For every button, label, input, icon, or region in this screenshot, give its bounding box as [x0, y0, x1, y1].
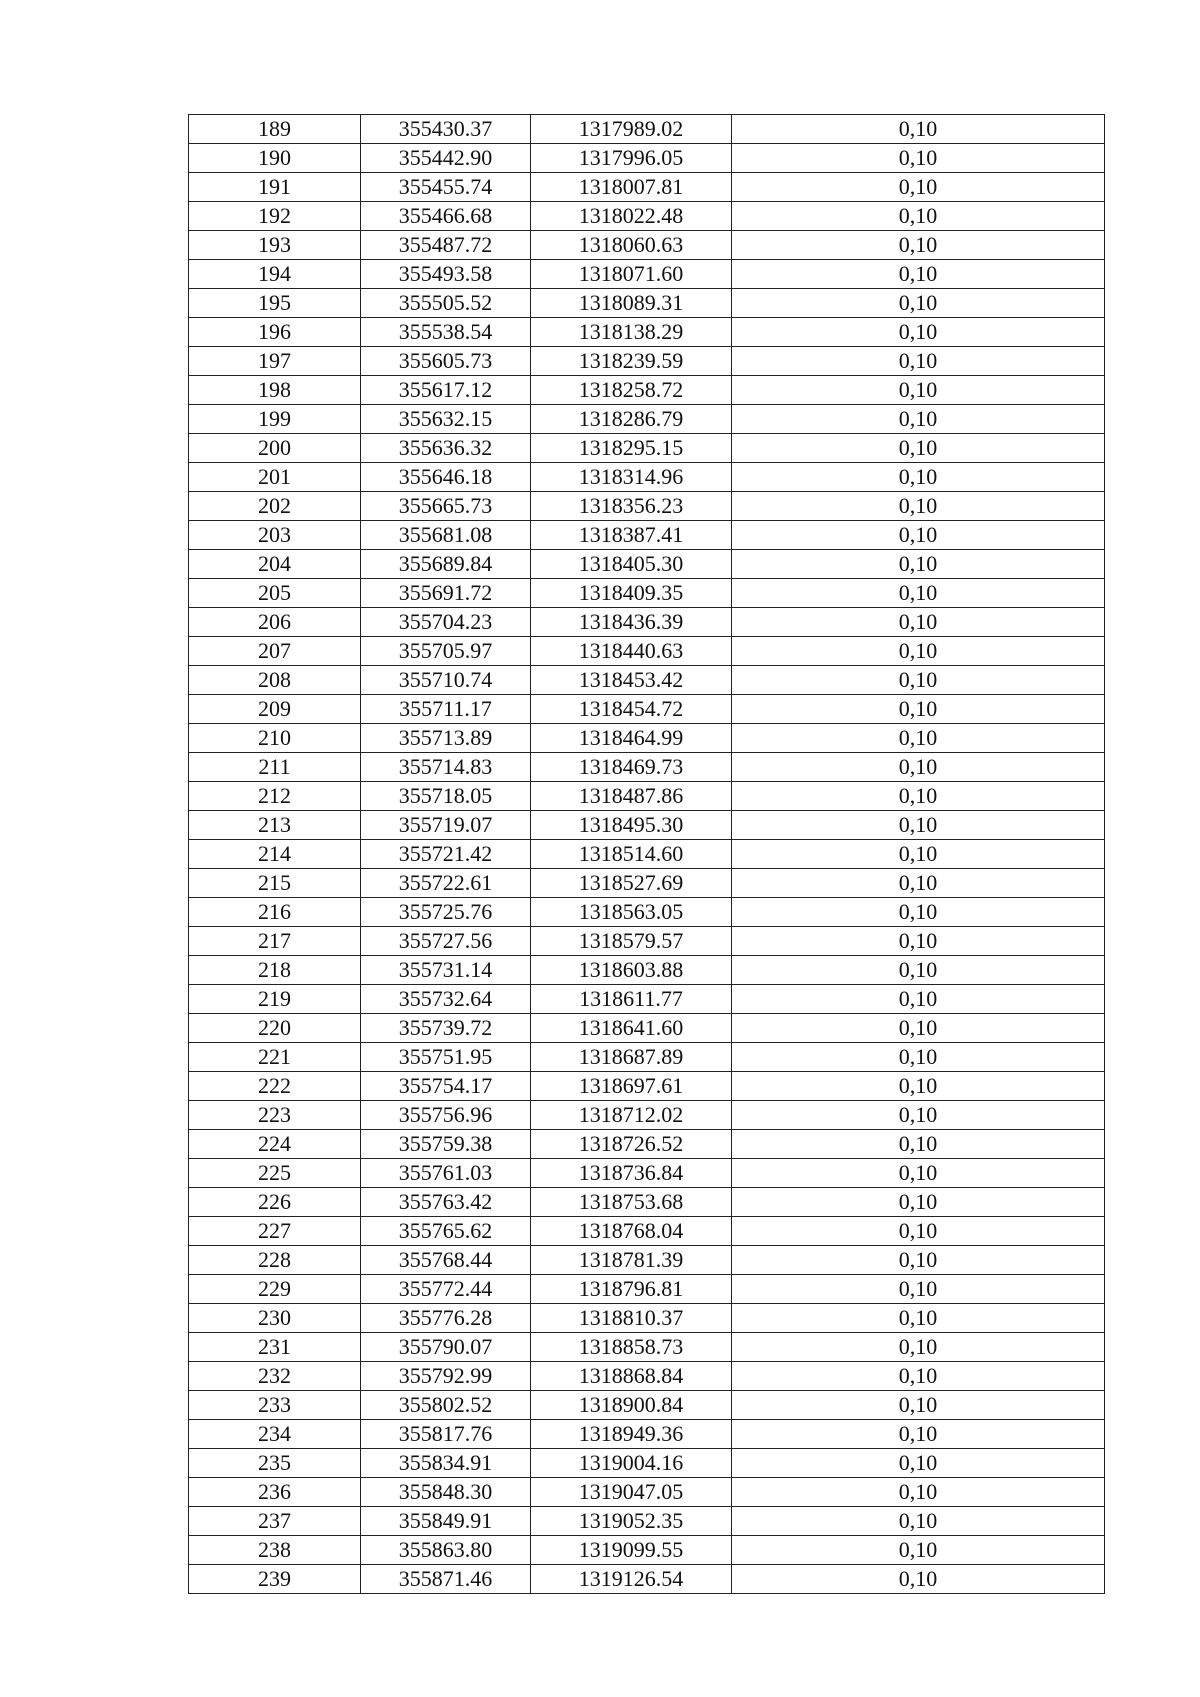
tolerance-cell: 0,10 [732, 492, 1105, 521]
point-number-cell: 216 [189, 898, 361, 927]
table-row [189, 1043, 1105, 1072]
point-number-cell: 189 [189, 115, 361, 144]
point-number-cell: 190 [189, 144, 361, 173]
tolerance-cell: 0,10 [732, 637, 1105, 666]
tolerance-cell: 0,10 [732, 318, 1105, 347]
table-row [189, 608, 1105, 637]
x-coordinate-cell: 355776.28 [361, 1304, 531, 1333]
point-number-cell: 206 [189, 608, 361, 637]
tolerance-cell: 0,10 [732, 1478, 1105, 1507]
tolerance-cell: 0,10 [732, 1159, 1105, 1188]
x-coordinate-cell: 355731.14 [361, 956, 531, 985]
point-number-cell: 236 [189, 1478, 361, 1507]
x-coordinate-cell: 355802.52 [361, 1391, 531, 1420]
y-coordinate-cell: 1318687.89 [531, 1043, 732, 1072]
x-coordinate-cell: 355493.58 [361, 260, 531, 289]
y-coordinate-cell: 1318239.59 [531, 347, 732, 376]
table-row [189, 492, 1105, 521]
tolerance-cell: 0,10 [732, 1536, 1105, 1565]
x-coordinate-cell: 355751.95 [361, 1043, 531, 1072]
table-row [189, 550, 1105, 579]
point-number-cell: 231 [189, 1333, 361, 1362]
x-coordinate-cell: 355739.72 [361, 1014, 531, 1043]
y-coordinate-cell: 1318286.79 [531, 405, 732, 434]
y-coordinate-cell: 1319126.54 [531, 1565, 732, 1594]
table-row [189, 1101, 1105, 1130]
tolerance-cell: 0,10 [732, 1130, 1105, 1159]
point-number-cell: 191 [189, 173, 361, 202]
y-coordinate-cell: 1318138.29 [531, 318, 732, 347]
table-row [189, 956, 1105, 985]
point-number-cell: 226 [189, 1188, 361, 1217]
tolerance-cell: 0,10 [732, 405, 1105, 434]
table-row [189, 1565, 1105, 1594]
table-row [189, 695, 1105, 724]
x-coordinate-cell: 355646.18 [361, 463, 531, 492]
x-coordinate-cell: 355732.64 [361, 985, 531, 1014]
x-coordinate-cell: 355759.38 [361, 1130, 531, 1159]
point-number-cell: 233 [189, 1391, 361, 1420]
tolerance-cell: 0,10 [732, 840, 1105, 869]
x-coordinate-cell: 355727.56 [361, 927, 531, 956]
x-coordinate-cell: 355790.07 [361, 1333, 531, 1362]
point-number-cell: 203 [189, 521, 361, 550]
tolerance-cell: 0,10 [732, 521, 1105, 550]
point-number-cell: 234 [189, 1420, 361, 1449]
tolerance-cell: 0,10 [732, 202, 1105, 231]
x-coordinate-cell: 355719.07 [361, 811, 531, 840]
table-row [189, 347, 1105, 376]
table-row [189, 840, 1105, 869]
tolerance-cell: 0,10 [732, 376, 1105, 405]
point-number-cell: 193 [189, 231, 361, 260]
x-coordinate-cell: 355834.91 [361, 1449, 531, 1478]
table-row [189, 1072, 1105, 1101]
tolerance-cell: 0,10 [732, 666, 1105, 695]
y-coordinate-cell: 1319004.16 [531, 1449, 732, 1478]
y-coordinate-cell: 1318453.42 [531, 666, 732, 695]
point-number-cell: 210 [189, 724, 361, 753]
point-number-cell: 197 [189, 347, 361, 376]
table-row [189, 202, 1105, 231]
y-coordinate-cell: 1317989.02 [531, 115, 732, 144]
table-row [189, 115, 1105, 144]
x-coordinate-cell: 355466.68 [361, 202, 531, 231]
y-coordinate-cell: 1318949.36 [531, 1420, 732, 1449]
y-coordinate-cell: 1318768.04 [531, 1217, 732, 1246]
point-number-cell: 224 [189, 1130, 361, 1159]
tolerance-cell: 0,10 [732, 1275, 1105, 1304]
x-coordinate-cell: 355763.42 [361, 1188, 531, 1217]
x-coordinate-cell: 355636.32 [361, 434, 531, 463]
y-coordinate-cell: 1318387.41 [531, 521, 732, 550]
y-coordinate-cell: 1318440.63 [531, 637, 732, 666]
x-coordinate-cell: 355721.42 [361, 840, 531, 869]
table-row [189, 753, 1105, 782]
point-number-cell: 215 [189, 869, 361, 898]
y-coordinate-cell: 1318356.23 [531, 492, 732, 521]
y-coordinate-cell: 1318454.72 [531, 695, 732, 724]
tolerance-cell: 0,10 [732, 1362, 1105, 1391]
tolerance-cell: 0,10 [732, 927, 1105, 956]
tolerance-cell: 0,10 [732, 550, 1105, 579]
table-row [189, 1391, 1105, 1420]
table-row [189, 579, 1105, 608]
y-coordinate-cell: 1318071.60 [531, 260, 732, 289]
y-coordinate-cell: 1319047.05 [531, 1478, 732, 1507]
point-number-cell: 200 [189, 434, 361, 463]
y-coordinate-cell: 1318697.61 [531, 1072, 732, 1101]
y-coordinate-cell: 1319052.35 [531, 1507, 732, 1536]
point-number-cell: 208 [189, 666, 361, 695]
tolerance-cell: 0,10 [732, 753, 1105, 782]
tolerance-cell: 0,10 [732, 1072, 1105, 1101]
table-row [189, 811, 1105, 840]
x-coordinate-cell: 355442.90 [361, 144, 531, 173]
table-row [189, 521, 1105, 550]
x-coordinate-cell: 355705.97 [361, 637, 531, 666]
tolerance-cell: 0,10 [732, 173, 1105, 202]
y-coordinate-cell: 1318810.37 [531, 1304, 732, 1333]
point-number-cell: 229 [189, 1275, 361, 1304]
point-number-cell: 222 [189, 1072, 361, 1101]
table-body [189, 115, 1105, 1594]
point-number-cell: 212 [189, 782, 361, 811]
tolerance-cell: 0,10 [732, 115, 1105, 144]
tolerance-cell: 0,10 [732, 1391, 1105, 1420]
tolerance-cell: 0,10 [732, 347, 1105, 376]
tolerance-cell: 0,10 [732, 724, 1105, 753]
y-coordinate-cell: 1318022.48 [531, 202, 732, 231]
table-row [189, 1159, 1105, 1188]
y-coordinate-cell: 1319099.55 [531, 1536, 732, 1565]
x-coordinate-cell: 355725.76 [361, 898, 531, 927]
table-row [189, 434, 1105, 463]
table-row [189, 898, 1105, 927]
tolerance-cell: 0,10 [732, 1565, 1105, 1594]
point-number-cell: 220 [189, 1014, 361, 1043]
x-coordinate-cell: 355605.73 [361, 347, 531, 376]
table-row [189, 231, 1105, 260]
x-coordinate-cell: 355761.03 [361, 1159, 531, 1188]
point-number-cell: 230 [189, 1304, 361, 1333]
x-coordinate-cell: 355871.46 [361, 1565, 531, 1594]
x-coordinate-cell: 355617.12 [361, 376, 531, 405]
x-coordinate-cell: 355710.74 [361, 666, 531, 695]
y-coordinate-cell: 1318781.39 [531, 1246, 732, 1275]
point-number-cell: 207 [189, 637, 361, 666]
y-coordinate-cell: 1318405.30 [531, 550, 732, 579]
point-number-cell: 221 [189, 1043, 361, 1072]
tolerance-cell: 0,10 [732, 289, 1105, 318]
point-number-cell: 201 [189, 463, 361, 492]
table-row [189, 782, 1105, 811]
y-coordinate-cell: 1318089.31 [531, 289, 732, 318]
y-coordinate-cell: 1318060.63 [531, 231, 732, 260]
x-coordinate-cell: 355772.44 [361, 1275, 531, 1304]
point-number-cell: 202 [189, 492, 361, 521]
table-row [189, 1217, 1105, 1246]
point-number-cell: 238 [189, 1536, 361, 1565]
tolerance-cell: 0,10 [732, 898, 1105, 927]
y-coordinate-cell: 1318712.02 [531, 1101, 732, 1130]
point-number-cell: 204 [189, 550, 361, 579]
point-number-cell: 235 [189, 1449, 361, 1478]
tolerance-cell: 0,10 [732, 1188, 1105, 1217]
x-coordinate-cell: 355754.17 [361, 1072, 531, 1101]
y-coordinate-cell: 1318753.68 [531, 1188, 732, 1217]
table-row [189, 463, 1105, 492]
x-coordinate-cell: 355505.52 [361, 289, 531, 318]
table-row [189, 376, 1105, 405]
y-coordinate-cell: 1318514.60 [531, 840, 732, 869]
x-coordinate-cell: 355768.44 [361, 1246, 531, 1275]
point-number-cell: 239 [189, 1565, 361, 1594]
table-row [189, 1275, 1105, 1304]
table-row [189, 1362, 1105, 1391]
point-number-cell: 211 [189, 753, 361, 782]
tolerance-cell: 0,10 [732, 231, 1105, 260]
x-coordinate-cell: 355849.91 [361, 1507, 531, 1536]
x-coordinate-cell: 355704.23 [361, 608, 531, 637]
tolerance-cell: 0,10 [732, 869, 1105, 898]
x-coordinate-cell: 355863.80 [361, 1536, 531, 1565]
y-coordinate-cell: 1318641.60 [531, 1014, 732, 1043]
x-coordinate-cell: 355765.62 [361, 1217, 531, 1246]
tolerance-cell: 0,10 [732, 695, 1105, 724]
tolerance-cell: 0,10 [732, 1507, 1105, 1536]
tolerance-cell: 0,10 [732, 1449, 1105, 1478]
table-row [189, 1478, 1105, 1507]
tolerance-cell: 0,10 [732, 1014, 1105, 1043]
x-coordinate-cell: 355722.61 [361, 869, 531, 898]
table-row [189, 869, 1105, 898]
tolerance-cell: 0,10 [732, 463, 1105, 492]
point-number-cell: 192 [189, 202, 361, 231]
x-coordinate-cell: 355487.72 [361, 231, 531, 260]
tolerance-cell: 0,10 [732, 1246, 1105, 1275]
y-coordinate-cell: 1318603.88 [531, 956, 732, 985]
tolerance-cell: 0,10 [732, 1101, 1105, 1130]
point-number-cell: 195 [189, 289, 361, 318]
tolerance-cell: 0,10 [732, 1217, 1105, 1246]
tolerance-cell: 0,10 [732, 1043, 1105, 1072]
y-coordinate-cell: 1318726.52 [531, 1130, 732, 1159]
point-number-cell: 217 [189, 927, 361, 956]
coordinates-table [188, 114, 1105, 1594]
table-row [189, 1507, 1105, 1536]
point-number-cell: 199 [189, 405, 361, 434]
point-number-cell: 214 [189, 840, 361, 869]
y-coordinate-cell: 1318314.96 [531, 463, 732, 492]
x-coordinate-cell: 355681.08 [361, 521, 531, 550]
x-coordinate-cell: 355538.54 [361, 318, 531, 347]
x-coordinate-cell: 355718.05 [361, 782, 531, 811]
point-number-cell: 225 [189, 1159, 361, 1188]
point-number-cell: 223 [189, 1101, 361, 1130]
tolerance-cell: 0,10 [732, 1304, 1105, 1333]
table-row [189, 144, 1105, 173]
point-number-cell: 228 [189, 1246, 361, 1275]
y-coordinate-cell: 1318527.69 [531, 869, 732, 898]
tolerance-cell: 0,10 [732, 1333, 1105, 1362]
tolerance-cell: 0,10 [732, 956, 1105, 985]
tolerance-cell: 0,10 [732, 1420, 1105, 1449]
y-coordinate-cell: 1318900.84 [531, 1391, 732, 1420]
table-row [189, 1130, 1105, 1159]
tolerance-cell: 0,10 [732, 782, 1105, 811]
y-coordinate-cell: 1318495.30 [531, 811, 732, 840]
point-number-cell: 198 [189, 376, 361, 405]
table-row [189, 927, 1105, 956]
y-coordinate-cell: 1318464.99 [531, 724, 732, 753]
point-number-cell: 205 [189, 579, 361, 608]
x-coordinate-cell: 355713.89 [361, 724, 531, 753]
x-coordinate-cell: 355792.99 [361, 1362, 531, 1391]
table-row [189, 260, 1105, 289]
table-row [189, 1304, 1105, 1333]
x-coordinate-cell: 355711.17 [361, 695, 531, 724]
table-row [189, 1420, 1105, 1449]
point-number-cell: 209 [189, 695, 361, 724]
x-coordinate-cell: 355455.74 [361, 173, 531, 202]
x-coordinate-cell: 355430.37 [361, 115, 531, 144]
y-coordinate-cell: 1318007.81 [531, 173, 732, 202]
table-row [189, 985, 1105, 1014]
y-coordinate-cell: 1318579.57 [531, 927, 732, 956]
point-number-cell: 219 [189, 985, 361, 1014]
table-row [189, 1014, 1105, 1043]
point-number-cell: 227 [189, 1217, 361, 1246]
y-coordinate-cell: 1318796.81 [531, 1275, 732, 1304]
table-row [189, 1536, 1105, 1565]
y-coordinate-cell: 1318469.73 [531, 753, 732, 782]
table-row [189, 1449, 1105, 1478]
tolerance-cell: 0,10 [732, 608, 1105, 637]
y-coordinate-cell: 1317996.05 [531, 144, 732, 173]
table-row [189, 1246, 1105, 1275]
table-row [189, 318, 1105, 347]
tolerance-cell: 0,10 [732, 985, 1105, 1014]
y-coordinate-cell: 1318409.35 [531, 579, 732, 608]
x-coordinate-cell: 355848.30 [361, 1478, 531, 1507]
y-coordinate-cell: 1318736.84 [531, 1159, 732, 1188]
tolerance-cell: 0,10 [732, 144, 1105, 173]
y-coordinate-cell: 1318611.77 [531, 985, 732, 1014]
y-coordinate-cell: 1318563.05 [531, 898, 732, 927]
x-coordinate-cell: 355689.84 [361, 550, 531, 579]
x-coordinate-cell: 355691.72 [361, 579, 531, 608]
table-row [189, 666, 1105, 695]
tolerance-cell: 0,10 [732, 579, 1105, 608]
point-number-cell: 194 [189, 260, 361, 289]
table-row [189, 724, 1105, 753]
table-row [189, 1333, 1105, 1362]
table-row [189, 173, 1105, 202]
point-number-cell: 232 [189, 1362, 361, 1391]
y-coordinate-cell: 1318436.39 [531, 608, 732, 637]
y-coordinate-cell: 1318258.72 [531, 376, 732, 405]
tolerance-cell: 0,10 [732, 434, 1105, 463]
tolerance-cell: 0,10 [732, 811, 1105, 840]
point-number-cell: 213 [189, 811, 361, 840]
x-coordinate-cell: 355756.96 [361, 1101, 531, 1130]
x-coordinate-cell: 355632.15 [361, 405, 531, 434]
tolerance-cell: 0,10 [732, 260, 1105, 289]
y-coordinate-cell: 1318858.73 [531, 1333, 732, 1362]
y-coordinate-cell: 1318487.86 [531, 782, 732, 811]
table-row [189, 1188, 1105, 1217]
x-coordinate-cell: 355665.73 [361, 492, 531, 521]
point-number-cell: 218 [189, 956, 361, 985]
y-coordinate-cell: 1318295.15 [531, 434, 732, 463]
x-coordinate-cell: 355714.83 [361, 753, 531, 782]
table-row [189, 289, 1105, 318]
point-number-cell: 196 [189, 318, 361, 347]
point-number-cell: 237 [189, 1507, 361, 1536]
x-coordinate-cell: 355817.76 [361, 1420, 531, 1449]
table-row [189, 405, 1105, 434]
table-row [189, 637, 1105, 666]
y-coordinate-cell: 1318868.84 [531, 1362, 732, 1391]
